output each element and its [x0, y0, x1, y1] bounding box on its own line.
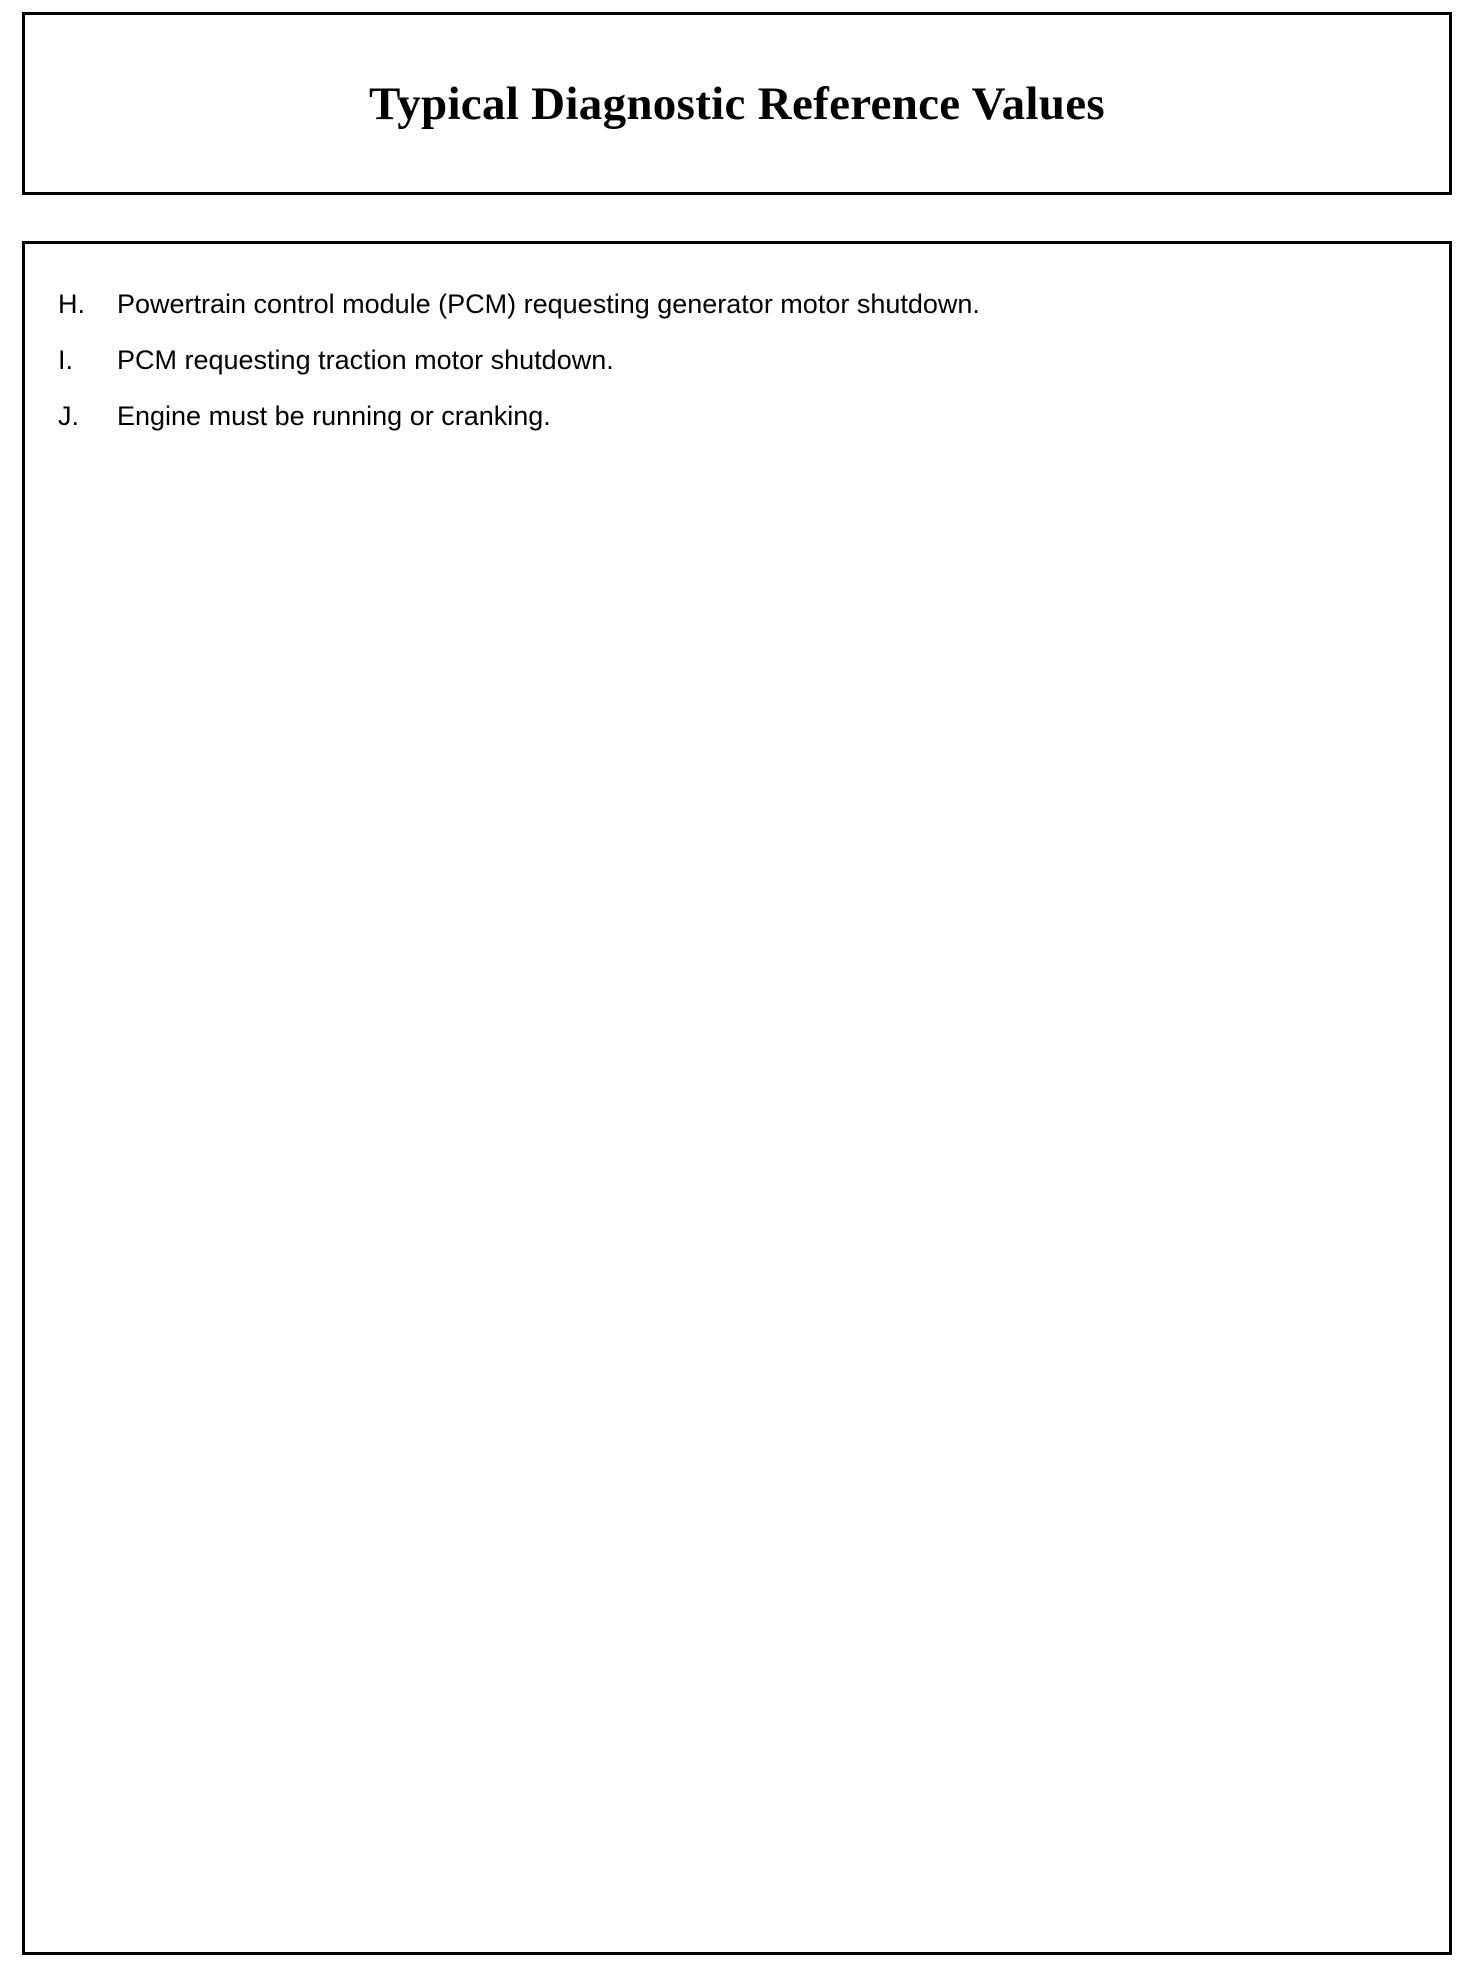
item-text: PCM requesting traction motor shutdown.: [117, 345, 614, 375]
item-text: Engine must be running or cranking.: [117, 401, 551, 431]
list-item: [58, 342, 980, 398]
list-item: [58, 398, 980, 454]
condition-list: [58, 286, 980, 454]
item-marker: J.: [58, 401, 80, 431]
item-marker: H.: [58, 289, 85, 319]
page-title: Typical Diagnostic Reference Values: [369, 77, 1105, 130]
title-box: [22, 12, 1452, 195]
list-item: [58, 286, 980, 342]
item-marker: I.: [58, 345, 74, 375]
content-box: [22, 241, 1452, 1955]
item-text: Powertrain control module (PCM) requesting generator motor shutdown.: [117, 289, 980, 319]
